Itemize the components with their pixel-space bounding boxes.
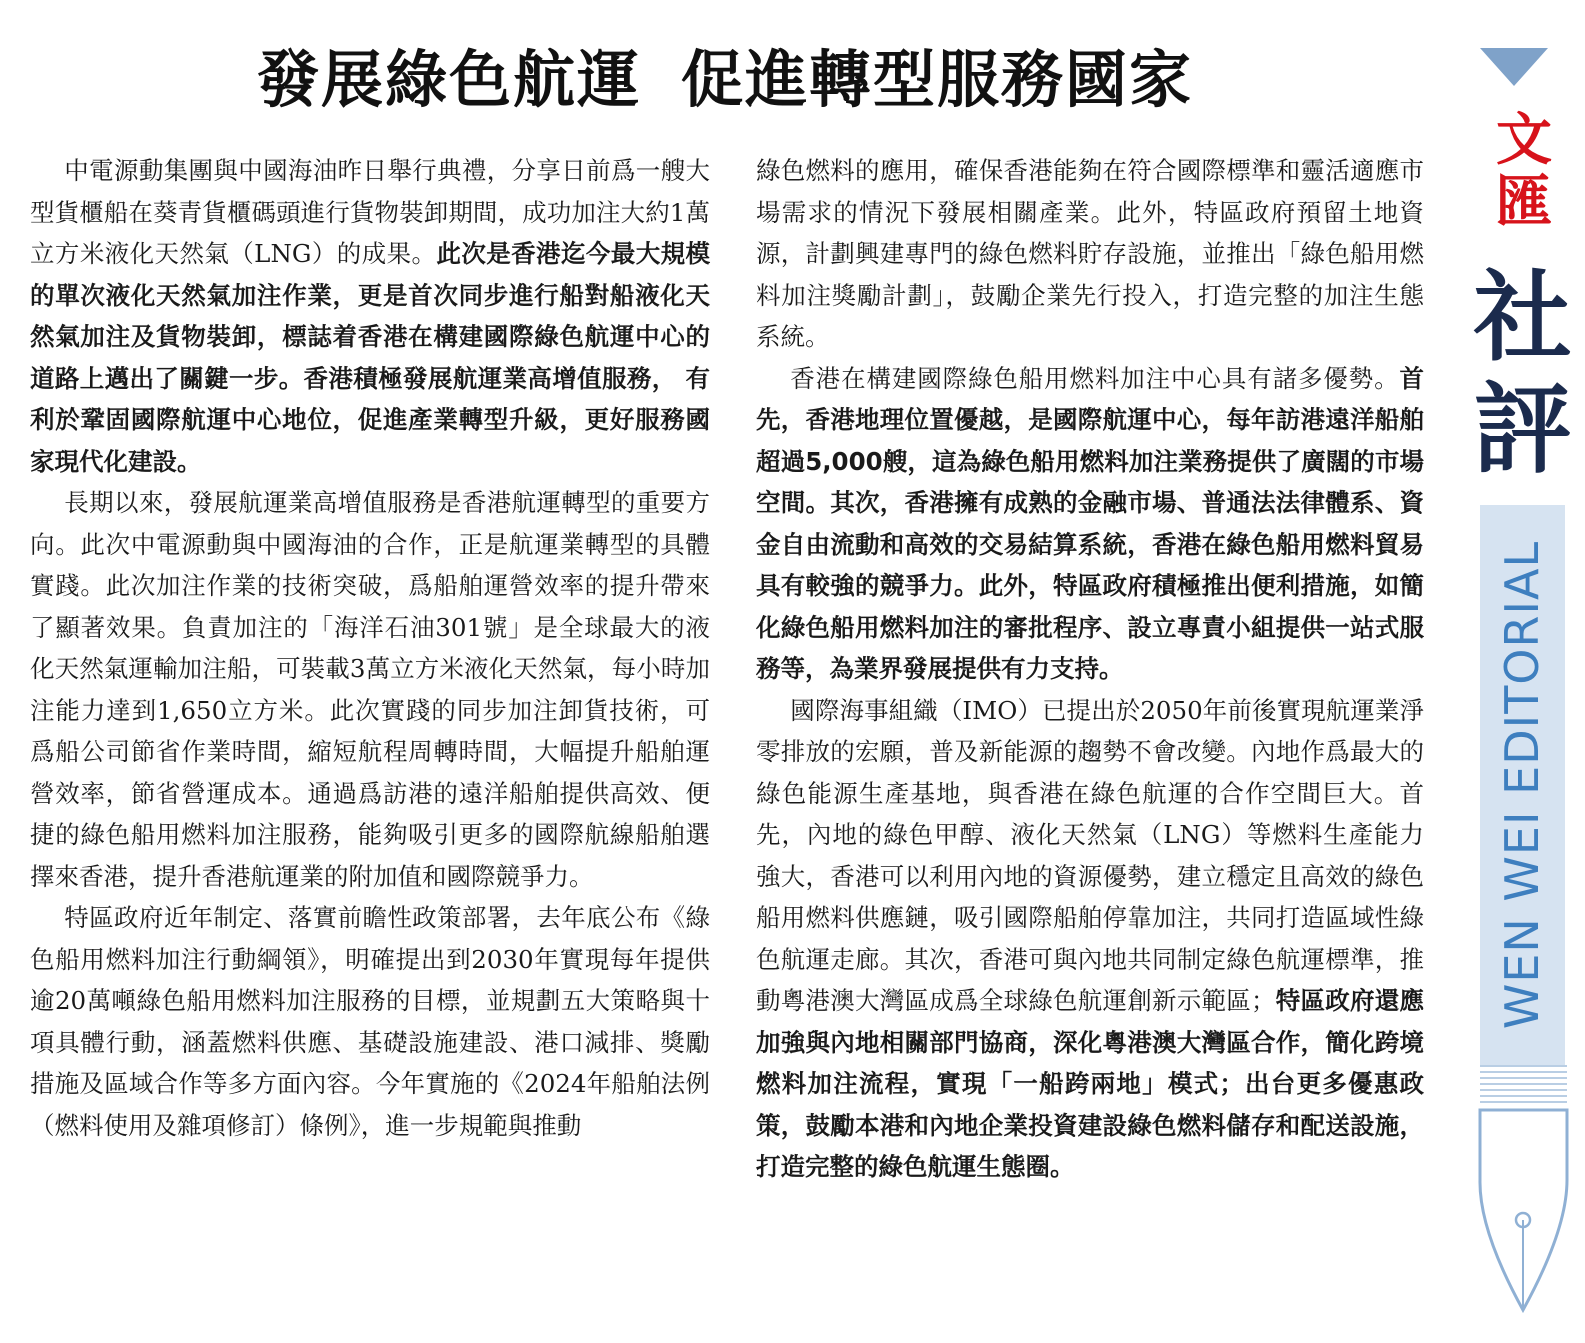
paragraph-1-text: 中電源動集團與中國海油昨日舉行典禮，分享日前爲一艘大型貨櫃船在葵青貨櫃碼頭進行貨物裝卸期間，成功加注大約1萬立方米液化天然氣（LNG）的成果。: [30, 156, 710, 268]
headline: [0, 40, 1450, 120]
paragraph-1: [30, 150, 710, 482]
headline-part-2: 促進轉型服務國家: [681, 43, 1194, 116]
paragraph-1-bold-text: 此次是香港迄今最大規模的單次液化天然氣加注作業，更是首次同步進行船對船液化天然氣加注及貨物裝卸，標誌着香港在構建國際綠色航運中心的道路上邁出了關鍵一步。香港積極發展航運業高增值服務， 有利於鞏固國際航運中心地位，促進產業轉型升級，更好服務國家現代化建設。: [30, 239, 711, 476]
paragraph-4-text: 香港在構建國際綠色船用燃料加注中心具有諸多優勢。: [790, 363, 1400, 393]
paragraph-2: [30, 482, 710, 897]
editorial-title-en-text: WEN WEI EDITORIAL: [1495, 540, 1550, 1030]
paragraph-3-text: 特區政府近年制定、落實前瞻性政策部署，去年底公布《綠色船用燃料加注行動綱領》，明確提出到2030年實現每年提供逾20萬噸綠色船用燃料加注服務的目標，並規劃五大策略與十項具體行動，涵蓋燃料供應、基礎設施建設、港口減排、獎勵措施及區域合作等多方面內容。今年實施的《2024年船舶法例（燃料使用及雜項修訂）條例》，進一步規範與推動: [30, 903, 710, 1140]
paragraph-3: [30, 897, 710, 1146]
paragraph-3-continued-text: 綠色燃料的應用，確保香港能夠在符合國際標準和靈活適應市場需求的情況下發展相關產業。此外，特區政府預留土地資源，計劃興建專門的綠色燃料貯存設施，並推出「綠色船用燃料加注獎勵計劃」，鼓勵企業先行投入，打造完整的加注生態系統。: [756, 156, 1424, 351]
editorial-char-1: 社: [1473, 260, 1572, 375]
paragraph-5: [756, 690, 1424, 1188]
editorial-char-2: 評: [1473, 372, 1572, 487]
wen-wei-logo: [1484, 110, 1564, 234]
fountain-pen-icon: [1462, 1060, 1585, 1343]
paragraph-5-bold-text: 特區政府還應加強與內地相關部門協商，深化粵港澳大灣區合作，簡化跨境燃料加注流程，實現「一船跨兩地」模式；出台更多優惠政策，鼓勵本港和內地企業投資建設綠色燃料儲存和配送設施，打造完整的綠色航運生態圈。: [756, 986, 1424, 1181]
paragraph-4: [756, 358, 1424, 690]
paragraph-5-text: 國際海事組織（IMO）已提出於2050年前後實現航運業淨零排放的宏願，普及新能源的趨勢不會改變。內地作爲最大的綠色能源生產基地，與香港在綠色航運的合作空間巨大。首先，內地的綠色甲醇、液化天然氣（LNG）等燃料生產能力強大，香港可以利用內地的資源優勢，建立穩定且高效的綠色船用燃料供應鏈，吸引國際船舶停靠加注，共同打造區域性綠色航運走廊。其次，香港可與內地共同制定綠色航運標準，推動粵港澳大灣區成爲全球綠色航運創新示範區；: [756, 695, 1424, 1015]
paragraph-4-bold-text: 首先，香港地理位置優越，是國際航運中心，每年訪港遠洋船舶超過5,000艘，這為綠色船用燃料加注業務提供了廣闊的市場空間。其次，香港擁有成熟的金融市場、普通法法律體系、資金自由流動和高效的交易結算系統，香港在綠色船用燃料貿易具有較強的競爭力。此外，特區政府積極推出便利措施，如簡化綠色船用燃料加注的審批程序、設立專責小組提供一站式服務等，為業界發展提供有力支持。: [756, 363, 1424, 683]
paragraph-3-continued: [756, 150, 1424, 358]
article-column-right: [756, 150, 1424, 1188]
headline-part-1: 發展綠色航運: [256, 43, 641, 116]
editorial-sidebar: [1462, 0, 1585, 1343]
paragraph-2-text: 長期以來，發展航運業高增值服務是香港航運轉型的重要方向。此次中電源動與中國海油的合作，正是航運業轉型的具體實踐。此次加注作業的技術突破，爲船舶運營效率的提升帶來了顯著效果。負責加注的「海洋石油301號」是全球最大的液化天然氣運輸加注船，可裝載3萬立方米液化天然氣，每小時加注能力達到1,650立方米。此次實踐的同步加注卸貨技術，可爲船公司節省作業時間，縮短航程周轉時間，大幅提升船舶運營效率，節省營運成本。通過爲訪港的遠洋船舶提供高效、便捷的綠色船用燃料加注服務，能夠吸引更多的國際航線船舶選擇來香港，提升香港航運業的附加值和國際競爭力。: [30, 488, 710, 891]
article-column-left: [30, 150, 710, 1146]
logo-char-2: 匯: [1496, 170, 1552, 235]
editorial-title-en: [1480, 505, 1565, 1065]
editorial-title-cn: [1470, 262, 1575, 486]
triangle-marker-icon: [1480, 48, 1548, 86]
logo-char-1: 文: [1496, 108, 1552, 173]
